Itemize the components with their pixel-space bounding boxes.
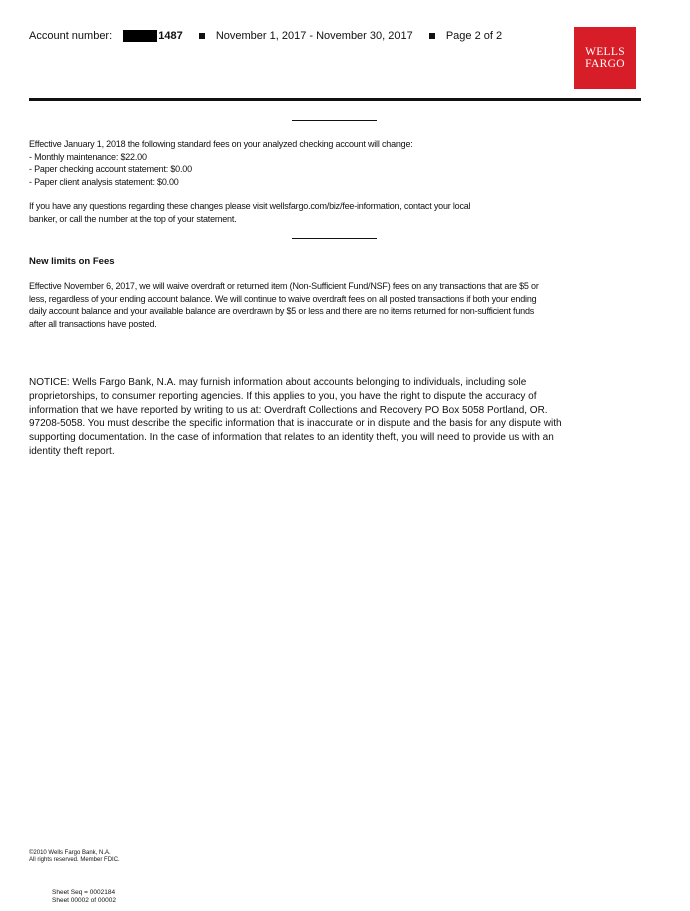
text-line: information that we have reported by writing to us at: Overdraft Collections and Recovery PO Box 5058 Portland, OR. (29, 404, 548, 416)
text-line: If you have any questions regarding these changes please visit wellsfargo.com/biz/fee-information, contact your local (29, 201, 471, 211)
bullet-separator (429, 33, 435, 39)
fee-item: - Paper checking account statement: $0.00 (29, 164, 192, 174)
logo-line-2: FARGO (585, 58, 625, 70)
fee-item: - Monthly maintenance: $22.00 (29, 151, 147, 162)
text-line: after all transactions have posted. (29, 318, 157, 329)
section-separator (292, 238, 377, 239)
text-line: less, regardless of your ending account balance. We will continue to waive overdraft fees on all posted transactions if both your ending (29, 293, 537, 304)
sheet-seq-line: Sheet Seq = 0002184 (52, 889, 116, 896)
text-line: NOTICE: Wells Fargo Bank, N.A. may furnish information about accounts belonging to individuals, including sole (29, 377, 527, 388)
text-line: identity theft report. (29, 445, 115, 457)
notice-paragraph (29, 376, 614, 459)
section-separator (292, 120, 377, 121)
sheet-count-line: Sheet 00002 of 00002 (52, 897, 116, 904)
page-indicator: Page 2 of 2 (445, 30, 503, 43)
fee-questions-paragraph (29, 200, 589, 225)
text-line: supporting documentation. In the case of information that relates to an identity theft, you will need to provide us with an (29, 432, 554, 444)
account-number-redaction (123, 30, 157, 42)
copyright-line: ©2010 Wells Fargo Bank, N.A. (29, 850, 111, 856)
text-line: 97208-5058. You must describe the specific information that is inaccurate or in dispute and the basis for any dispute with (29, 418, 562, 430)
header-divider (29, 98, 641, 101)
logo-line-1: WELLS (585, 46, 625, 58)
copyright-line: All rights reserved. Member FDIC. (29, 856, 120, 863)
text-line: daily account balance and your available balance are overdrawn by $5 or less and there are no items returned for non-sufficient funds (29, 306, 535, 316)
copyright-notice (29, 850, 120, 863)
bullet-separator (199, 33, 205, 39)
new-limits-paragraph (29, 280, 589, 330)
text-line: proprietorships, to consumer reporting agencies. If this applies to you, you have the right to dispute the accuracy of (29, 390, 537, 402)
wells-fargo-logo (574, 27, 636, 89)
account-number-last-digits: 1487 (158, 30, 183, 43)
fee-change-intro: Effective January 1, 2018 the following standard fees on your analyzed checking account will change: (29, 139, 413, 149)
account-number-label: Account number: (29, 30, 113, 43)
statement-period: November 1, 2017 - November 30, 2017 (215, 30, 413, 43)
fee-item: - Paper client analysis statement: $0.00 (29, 176, 179, 187)
sheet-sequence (52, 889, 116, 905)
statement-header (29, 30, 502, 42)
text-line: Effective November 6, 2017, we will waive overdraft or returned item (Non-Sufficient Fund/NSF) fees on any transactions that are $5 or (29, 281, 539, 291)
text-line: banker, or call the number at the top of your statement. (29, 213, 237, 224)
new-limits-heading: New limits on Fees (29, 256, 115, 267)
fee-change-section (29, 138, 589, 188)
